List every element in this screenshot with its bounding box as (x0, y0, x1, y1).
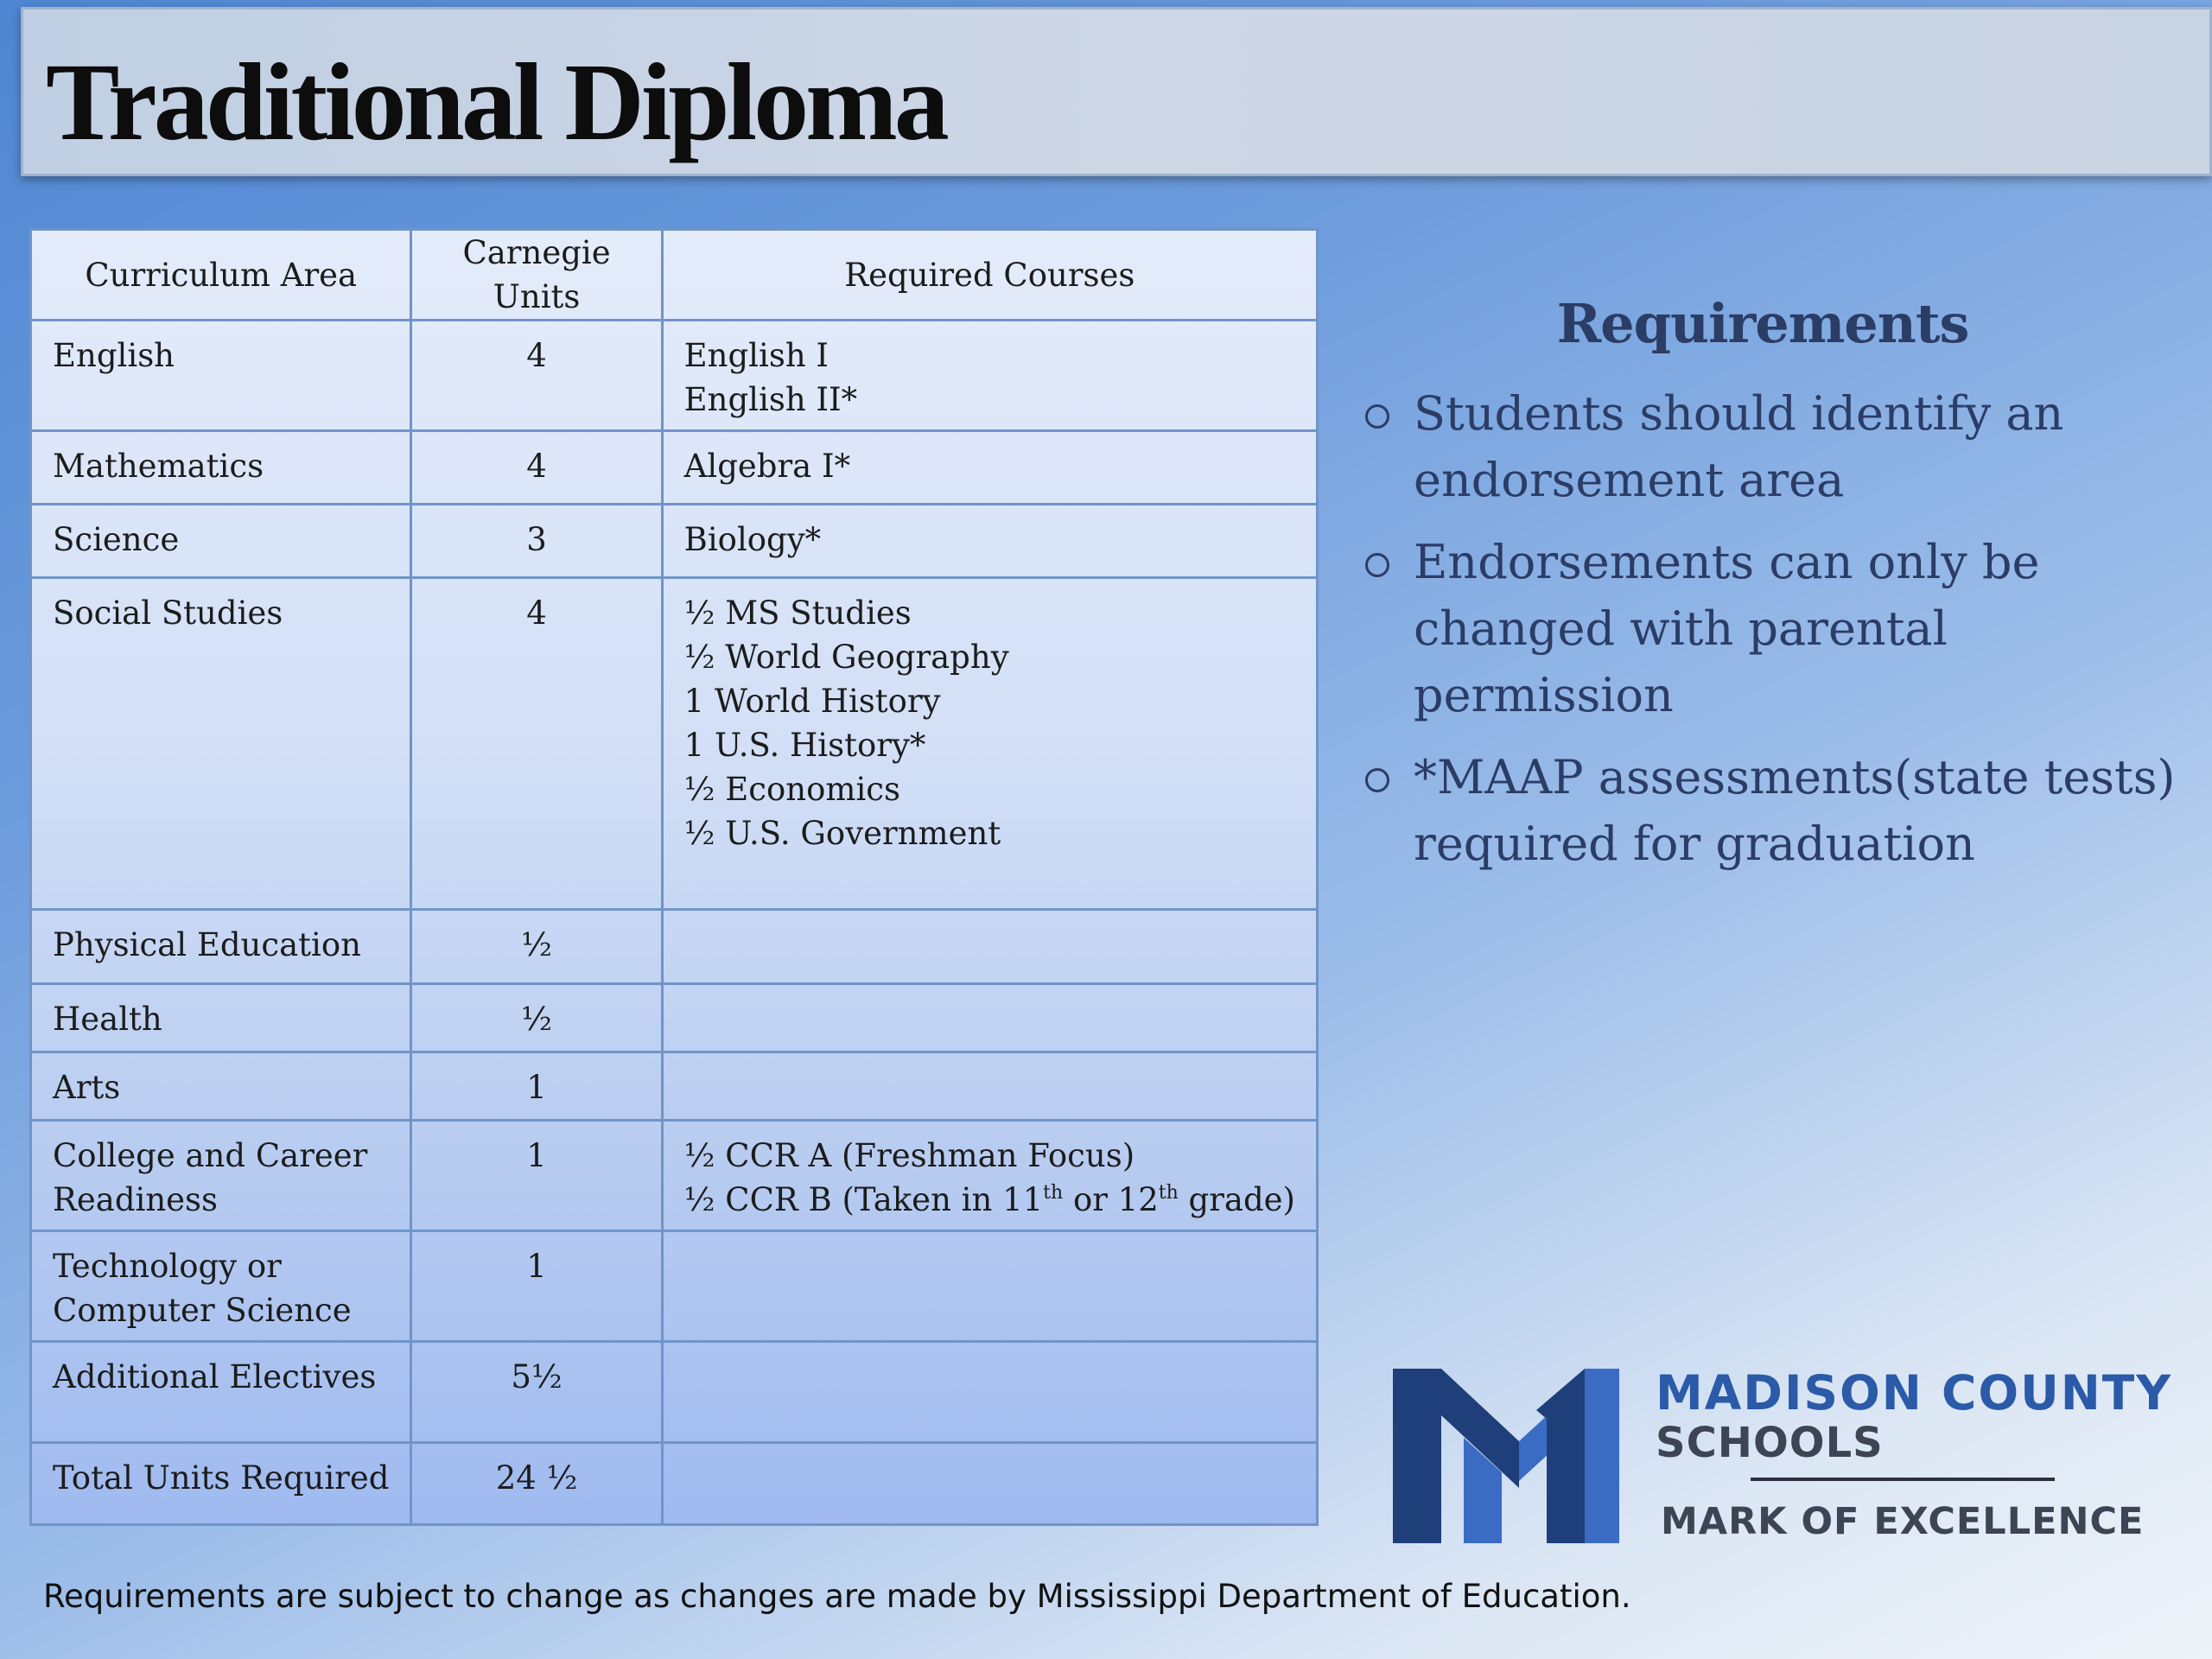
course-item: English II* (683, 381, 858, 418)
course-text-part: th (1158, 1182, 1179, 1204)
cell-curriculum-area (31, 910, 411, 984)
area-text: English (53, 337, 175, 374)
area-text: Readiness (53, 1181, 219, 1218)
mcs-logo-icon (1389, 1358, 1640, 1548)
cell-curriculum-area (31, 321, 411, 431)
requirement-text: *MAAP assessments(state tests) required for graduation (1414, 750, 2176, 871)
table-row (31, 1443, 1318, 1525)
course-text-part: ½ CCR B (Taken in 11 (683, 1181, 1044, 1218)
area-text: Mathematics (53, 448, 264, 485)
cell-carnegie-units: 3 (411, 505, 662, 578)
table-row (31, 1342, 1318, 1443)
cell-required-courses (662, 1342, 1317, 1443)
cell-required-courses (662, 505, 1317, 578)
cell-curriculum-area (31, 505, 411, 578)
area-text: Physical Education (53, 926, 361, 963)
logo-tagline: MARK OF EXCELLENCE (1661, 1500, 2145, 1543)
cell-required-courses (662, 910, 1317, 984)
cell-carnegie-units: 4 (411, 431, 662, 505)
cell-required-courses (662, 1121, 1317, 1231)
course-item: ½ U.S. Government (683, 815, 1001, 852)
cell-carnegie-units: 1 (411, 1121, 662, 1231)
course-item: ½ Economics (683, 771, 901, 808)
table-row (31, 321, 1318, 431)
title-bar (21, 7, 2212, 176)
course-item: ½ CCR A (Freshman Focus) (683, 1137, 1135, 1174)
course-item: 1 World History (683, 683, 941, 720)
area-text: Science (53, 521, 180, 558)
table-row (31, 1121, 1318, 1231)
header-required-courses: Required Courses (662, 230, 1317, 321)
table-row (31, 1052, 1318, 1121)
area-text: Additional Electives (53, 1358, 377, 1395)
table-row (31, 910, 1318, 984)
requirement-item (1365, 529, 2195, 728)
table-row (31, 578, 1318, 910)
cell-carnegie-units: 1 (411, 1231, 662, 1342)
cell-carnegie-units: 5½ (411, 1342, 662, 1443)
course-item: English I (683, 337, 830, 374)
cell-curriculum-area (31, 984, 411, 1052)
table-body (31, 321, 1318, 1525)
cell-curriculum-area (31, 431, 411, 505)
cell-curriculum-area (31, 1121, 411, 1231)
requirements-list (1365, 380, 2195, 893)
cell-curriculum-area (31, 1342, 411, 1443)
bullet-icon (1365, 768, 1389, 792)
requirement-text: Endorsements can only be changed with parental permission (1414, 535, 2040, 722)
logo-line2: SCHOOLS (1656, 1419, 1884, 1467)
area-text: Total Units Required (53, 1459, 390, 1497)
cell-required-courses (662, 578, 1317, 910)
header-curriculum-area: Curriculum Area (31, 230, 411, 321)
header-carnegie-units: Carnegie Units (411, 230, 662, 321)
bullet-icon (1365, 404, 1389, 429)
area-text: College and Career (53, 1137, 368, 1174)
cell-required-courses (662, 431, 1317, 505)
madison-county-schools-logo (1389, 1358, 2173, 1548)
cell-required-courses (662, 1443, 1317, 1525)
cell-carnegie-units: ½ (411, 910, 662, 984)
table-row (31, 1231, 1318, 1342)
area-text: Computer Science (53, 1292, 352, 1329)
area-text: Arts (53, 1069, 121, 1106)
table-header-row (31, 230, 1318, 321)
course-text-part: grade) (1178, 1181, 1295, 1218)
cell-carnegie-units: 24 ½ (411, 1443, 662, 1525)
course-item: Biology* (683, 521, 822, 558)
requirements-heading: Requirements (1556, 292, 1969, 355)
cell-required-courses (662, 1231, 1317, 1342)
course-item: ½ World Geography (683, 639, 1009, 676)
cell-required-courses (662, 321, 1317, 431)
bullet-icon (1365, 553, 1389, 577)
table-row (31, 431, 1318, 505)
table-row (31, 984, 1318, 1052)
area-text: Social Studies (53, 594, 283, 632)
cell-required-courses (662, 1052, 1317, 1121)
diploma-requirements-table (29, 228, 1319, 1526)
cell-carnegie-units: 4 (411, 578, 662, 910)
requirement-text: Students should identify an endorsement area (1414, 386, 2064, 507)
course-item (684, 1178, 1295, 1222)
course-item: 1 U.S. History* (683, 727, 926, 764)
cell-carnegie-units: 4 (411, 321, 662, 431)
footer-note: Requirements are subject to change as changes are made by Mississippi Department of Education. (43, 1578, 1631, 1615)
cell-carnegie-units: ½ (411, 984, 662, 1052)
logo-line1: MADISON COUNTY (1656, 1365, 2173, 1421)
area-text: Health (53, 1001, 162, 1038)
cell-curriculum-area (31, 1052, 411, 1121)
cell-required-courses (662, 984, 1317, 1052)
area-text: Technology or (53, 1248, 282, 1285)
table-row (31, 505, 1318, 578)
course-item: Algebra I* (683, 448, 851, 485)
course-item: ½ MS Studies (683, 594, 912, 632)
logo-divider (1751, 1478, 2055, 1481)
cell-curriculum-area (31, 578, 411, 910)
cell-curriculum-area (31, 1443, 411, 1525)
cell-carnegie-units: 1 (411, 1052, 662, 1121)
cell-curriculum-area (31, 1231, 411, 1342)
course-text-part: or 12 (1063, 1181, 1159, 1218)
requirement-item (1365, 380, 2195, 513)
page-title: Traditional Diploma (46, 41, 946, 163)
requirement-item (1365, 744, 2195, 877)
course-text-part: th (1043, 1182, 1064, 1204)
